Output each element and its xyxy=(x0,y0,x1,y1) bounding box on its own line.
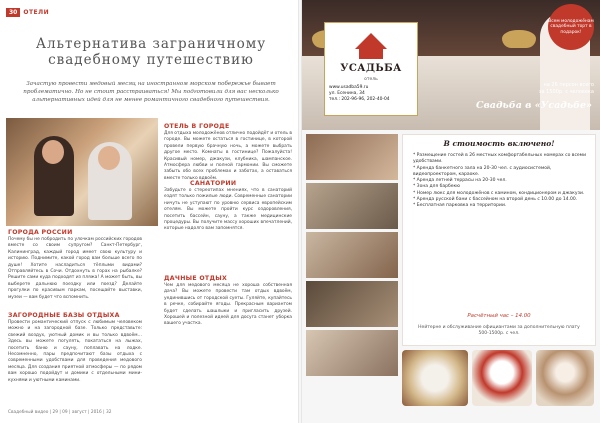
cottage-title: ДАЧНЫЕ ОТДЫХ xyxy=(164,275,228,282)
hotel-contacts xyxy=(329,85,413,103)
room-thumbnail xyxy=(306,183,398,229)
chandelier xyxy=(502,30,536,48)
persons-offer xyxy=(498,82,594,96)
russia-title: ГОРОДА РОССИИ xyxy=(8,229,73,236)
bases-text: Провести романтический отпуск с любимым человеком можно и на загородной базе. Только представьте: свежий воздух, уютный домик и вы только вдвоём… Здесь вы можете погулять, покататься на лыжах, посетить баню и сауну, поплавать на лодке. Несомненно, пары предпочитают базы отдыха с современными удобствами для проведения медового месяца. Для создания приятной атмосферы — по рядом вам хорошо подойдут и домики с отдельными мини-кухнями и уютными каминами. xyxy=(8,320,142,383)
couple-photo xyxy=(6,118,158,226)
room-thumbnail xyxy=(306,330,398,376)
hotel-text: Для отдыха молодожёнов отлично подойдёт и отель в городе. Вы можете остаться в гостинице, в которой провели первую брачную ночь, а можете выбрать другое место. Комнаты в гостинице? Пожалуйста! Красивый номер, джакузи, клубника, шампанское. Атмосфера любви и полной гармонии. Вы сможете забыть обо всех проблемах и заботах, а оставаться вместе только вдвоём. xyxy=(164,131,292,181)
man-face xyxy=(42,140,64,164)
article-headline: Альтернатива заграничному свадебному путешествию xyxy=(35,36,267,68)
cake-photo xyxy=(472,350,532,406)
house-body-icon xyxy=(359,49,383,59)
price-box xyxy=(402,134,596,346)
house-icon xyxy=(355,33,387,49)
hotel-site: www.usadba59.ru xyxy=(329,85,369,90)
price-note: Нейтерне и обслуживание официантами за дополнительную плату 500-1500р. с чел. xyxy=(418,325,580,336)
cottage-text: Чем для медового месяца не хороша собственная дача? Вы можете провести там отдых вдвоём, уединившись от городской суеты. Гуляйте, купайтесь в речке, собирайте ягоды. Прекрасным вариантом будет сделать шашлыки и пригласить друзей. Хорошей и полезной идеей для досуга станет уборка вашего участка. xyxy=(164,283,292,327)
price-item: * Размещение гостей в 26 местных комфортабельных номерах со всеми удобствами. xyxy=(413,153,587,165)
room-thumbnail xyxy=(306,134,398,180)
price-title: В стоимость включено! xyxy=(443,139,555,148)
russia-text: Почему бы не побродить по улочкам российских городов вместе со своим супругом? Санкт-Петербург, Калининград, каждый город имеет свою культуру и историю. Поднимите, какой город вам больше всего по душе! Хотите насладиться тёплыми видами? Отправляйтесь в Сочи. Отдохнуть в горах на рыбалке? Решите сами куда подходят из пляжа! А может быть, вы выберете дальнюю поездку или поезд? Делайте прогулки по красивым паркам, посещайте выставки, музеи — вам будет что вспомнить. xyxy=(8,237,142,300)
persons-line-1: на 26 персон всего xyxy=(543,82,594,88)
hotel-name: УСАДЬБА xyxy=(340,63,402,74)
page-footer: Свадебный видео | 29 | 09 | август | 2016 | 32 xyxy=(8,410,112,415)
wedding-slogan: Свадьба в «Усадьбе» xyxy=(476,100,592,111)
section-tag xyxy=(6,6,49,18)
dessert-photo xyxy=(536,350,594,406)
section-name: ОТЕЛИ xyxy=(23,8,50,16)
price-item: * Номер люкс для молодожёнов с камином, кондиционером и джакузи. xyxy=(413,190,585,196)
persons-line-2: за 1500р. с человека xyxy=(538,89,594,95)
hotel-subtitle: отель xyxy=(364,77,378,82)
right-page xyxy=(302,0,600,423)
price-list xyxy=(413,153,589,210)
article-lead: Зачастую провести медовый месяц на иностранном морском побережье бывает проблематично. Но не стоит расстраиваться! Мы подготовили для вас несколько альтернативных идей для не менее романтичного свадебного путешествия. xyxy=(23,81,279,103)
sanatorium-text: Забудьте о стереотипах мнениях, что в санаторий ездят только пожилые люди. Современные санатории ничуть не уступают по уровню сервиса европейским отелям. Вы можете пройти курс оздоровления, посетить бассейн, сауну, а также медицинские процедуры. Вы получите массу хороших впечатлений, которые надолго вам запомнятся. xyxy=(164,188,292,232)
bases-title: ЗАГОРОДНЫЕ БАЗЫ ОТДЫХА xyxy=(8,312,120,319)
price-item: * Аренда банкетного зала на 20-30 чел. с аудиосистемой, видеопроектором, караоке. xyxy=(413,165,552,177)
gift-badge: Всем молодожёнам свадебный торт в подарок! xyxy=(548,4,594,50)
room-thumbnail xyxy=(306,281,398,327)
room-thumbnails xyxy=(306,134,398,379)
checkout-hour: Расчётный час – 14.00 xyxy=(467,313,531,319)
left-page xyxy=(0,0,298,423)
sanatorium-title: САНАТОРИИ xyxy=(190,180,237,187)
price-item: * Зона для барбекю xyxy=(413,184,461,190)
room-thumbnail xyxy=(306,232,398,278)
page-number: 30 xyxy=(6,8,20,17)
price-item: * Аренда русской бани с бассейном на второй день с 10.00 до 14.00. xyxy=(413,197,578,203)
price-item: * Бесплатная парковка на территории. xyxy=(413,203,507,209)
food-photo xyxy=(402,350,468,406)
woman-face xyxy=(98,146,120,170)
hotel-phone: тел.: 202-96-96, 202-40-04 xyxy=(329,97,390,102)
hotel-address: ул. Есенина, 34 xyxy=(329,91,365,96)
hotel-title: ОТЕЛЬ В ГОРОДЕ xyxy=(164,123,230,130)
hotel-logo xyxy=(324,22,418,116)
hotel-hero-photo xyxy=(302,0,600,130)
price-item: * Аренда летней террасы на 20-30 чел. xyxy=(413,178,507,184)
